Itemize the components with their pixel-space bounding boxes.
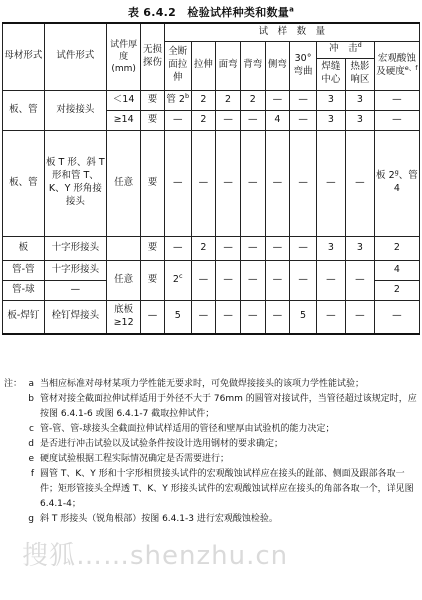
cell-thickness (106, 236, 140, 260)
cell-specimen: — (44, 280, 106, 300)
cell-thickness: ≥14 (106, 110, 140, 130)
cell-tension: — (191, 260, 216, 300)
cell-back-bend: — (240, 300, 265, 334)
table-title: 表 6.4.2 检验试样种类和数量$^a$ (127, 5, 295, 19)
note-item (4, 392, 418, 422)
header-back-bend: 背弯 (240, 41, 265, 90)
table-row (3, 90, 420, 110)
note-label: g (28, 514, 34, 524)
note-label: e (28, 454, 34, 464)
cell-30-bend: — (290, 90, 317, 110)
cell-full-tension: 管 2$^b$ (164, 90, 191, 110)
note-label: f (30, 469, 34, 479)
note-label: d (28, 439, 34, 449)
cell-haz: — (345, 300, 374, 334)
cell-30-bend: — (290, 130, 317, 236)
cell-material: 管-球 (3, 280, 45, 300)
cell-material: 管-管 (3, 260, 45, 280)
header-side-bend: 侧弯 (265, 41, 290, 90)
header-30-bend: 30°弯曲 (290, 41, 317, 90)
cell-back-bend: — (240, 110, 265, 130)
note-item (4, 422, 418, 437)
cell-face-bend: — (216, 236, 241, 260)
header-thickness: 试件厚度(mm) (106, 23, 140, 90)
note-label: a (28, 379, 34, 389)
cell-ndt: 要 (141, 260, 165, 300)
cell-haz: 3 (345, 110, 374, 130)
cell-tension: 2 (191, 90, 216, 110)
cell-thickness: 任意 (106, 260, 140, 300)
cell-weld-center: 3 (316, 236, 345, 260)
note-item (4, 377, 418, 392)
cell-tension: 2 (191, 236, 216, 260)
cell-back-bend: — (240, 236, 265, 260)
cell-material: 板 (3, 236, 45, 260)
cell-ndt: 要 (141, 236, 165, 260)
cell-30-bend: — (290, 260, 317, 300)
cell-specimen: 栓钉焊接头 (44, 300, 106, 334)
watermark: 搜狐……shenzhu.cn (22, 541, 289, 571)
header-material: 母材形式 (3, 23, 45, 90)
table-row (3, 236, 420, 260)
header-face-bend: 面弯 (216, 41, 241, 90)
cell-30-bend: — (290, 110, 317, 130)
cell-face-bend: — (216, 300, 241, 334)
note-text: 是否进行冲击试验以及试验条件按设计选用钢材的要求确定； (40, 439, 284, 449)
cell-specimen: 对接接头 (44, 90, 106, 130)
cell-weld-center: — (316, 130, 345, 236)
cell-weld-center: — (316, 260, 345, 300)
note-label: b (28, 394, 34, 404)
cell-back-bend: — (240, 130, 265, 236)
note-text: 管-管、管-球接头全截面拉伸试样适用的管径和壁厚由试验机的能力决定； (40, 424, 335, 434)
cell-face-bend: — (216, 110, 241, 130)
cell-back-bend: — (240, 260, 265, 300)
cell-macro: 板 2$^g$、管 4 (374, 130, 419, 236)
table-row (3, 260, 420, 280)
note-text: 管材对接全截面拉伸试样适用于外径不大于 76mm 的圆管对接试件，当管径超过该规定时，应按图 6.4.1-6 或图 6.4.1-7 截取拉伸试件； (40, 394, 417, 419)
cell-30-bend: 5 (290, 300, 317, 334)
cell-tension: 2 (191, 110, 216, 130)
cell-side-bend: — (265, 236, 290, 260)
note-text: 当相应标准对母材某项力学性能无要求时，可免做焊接接头的该项力学性能试验； (40, 379, 365, 389)
cell-side-bend: — (265, 260, 290, 300)
cell-side-bend: 4 (265, 110, 290, 130)
note-text: 硬度试验根据工程实际情况确定是否需要进行； (40, 454, 230, 464)
header-tension: 拉伸 (191, 41, 216, 90)
header-specimen: 试件形式 (44, 23, 106, 90)
cell-full-tension: — (164, 130, 191, 236)
cell-haz: 3 (345, 90, 374, 110)
cell-ndt: 要 (141, 90, 165, 110)
cell-side-bend: — (265, 130, 290, 236)
note-item (4, 452, 418, 467)
cell-weld-center: 3 (316, 110, 345, 130)
cell-macro: — (374, 110, 419, 130)
cell-macro: 2 (374, 280, 419, 300)
cell-specimen: 十字形接头 (44, 260, 106, 280)
table-row (3, 130, 420, 236)
header-macro: 宏观酸蚀及硬度$^{e、f}$ (374, 41, 419, 90)
notes-label: 注： (4, 379, 23, 389)
cell-face-bend: — (216, 260, 241, 300)
cell-weld-center: — (316, 300, 345, 334)
cell-ndt: 要 (141, 110, 165, 130)
cell-face-bend: 2 (216, 90, 241, 110)
header-weld-center: 焊缝中心 (316, 58, 345, 90)
cell-full-tension: — (164, 236, 191, 260)
cell-macro: 4 (374, 260, 419, 280)
cell-macro: — (374, 90, 419, 110)
cell-full-tension: 5 (164, 300, 191, 334)
note-text: 斜 T 形接头（锐角根部）按图 6.4.1-3 进行宏观酸蚀检验。 (40, 514, 278, 524)
note-item (4, 467, 418, 512)
cell-haz: 3 (345, 236, 374, 260)
cell-specimen: 板 T 形、斜 T 形和管 T、K、Y 形角接接头 (44, 130, 106, 236)
cell-ndt: 要 (141, 130, 165, 236)
specimen-table (2, 22, 420, 335)
cell-full-tension: — (164, 110, 191, 130)
note-label: c (29, 424, 34, 434)
cell-thickness: 底板≥12 (106, 300, 140, 334)
cell-30-bend: — (290, 236, 317, 260)
cell-tension: — (191, 130, 216, 236)
note-item (4, 512, 418, 527)
cell-back-bend: 2 (240, 90, 265, 110)
table-row (3, 300, 420, 334)
cell-tension: — (191, 300, 216, 334)
cell-material: 板-焊钉 (3, 300, 45, 334)
cell-haz: — (345, 260, 374, 300)
cell-material: 板、管 (3, 90, 45, 130)
cell-specimen: 十字形接头 (44, 236, 106, 260)
header-ndt: 无损探伤 (141, 23, 165, 90)
cell-side-bend: — (265, 90, 290, 110)
header-full-tension: 全断面拉伸 (164, 41, 191, 90)
cell-thickness: ＜14 (106, 90, 140, 110)
cell-material: 板、管 (3, 130, 45, 236)
cell-face-bend: — (216, 130, 241, 236)
cell-weld-center: 3 (316, 90, 345, 110)
header-row-1 (3, 23, 420, 41)
cell-haz: — (345, 130, 374, 236)
header-quantity: 试 样 数 量 (164, 23, 419, 41)
note-text: 圆管 T、K、Y 形和十字形相贯接头试件的宏观酸蚀试样应在接头的趾部、侧面及跟部各取一件；矩形管接头全焊透 T、K、Y 形接头试件的宏观酸蚀试样应在接头的角部各取一个，详见图 6.4.1-4； (40, 469, 414, 509)
cell-thickness: 任意 (106, 130, 140, 236)
header-impact: 冲 击$^d$ (316, 41, 374, 58)
cell-ndt: — (141, 300, 165, 334)
header-haz: 热影响区 (345, 58, 374, 90)
cell-full-tension: 2$^c$ (164, 260, 191, 300)
table-notes (4, 377, 418, 527)
cell-side-bend: — (265, 300, 290, 334)
note-item (4, 437, 418, 452)
cell-macro: — (374, 300, 419, 334)
cell-macro: 2 (374, 236, 419, 260)
